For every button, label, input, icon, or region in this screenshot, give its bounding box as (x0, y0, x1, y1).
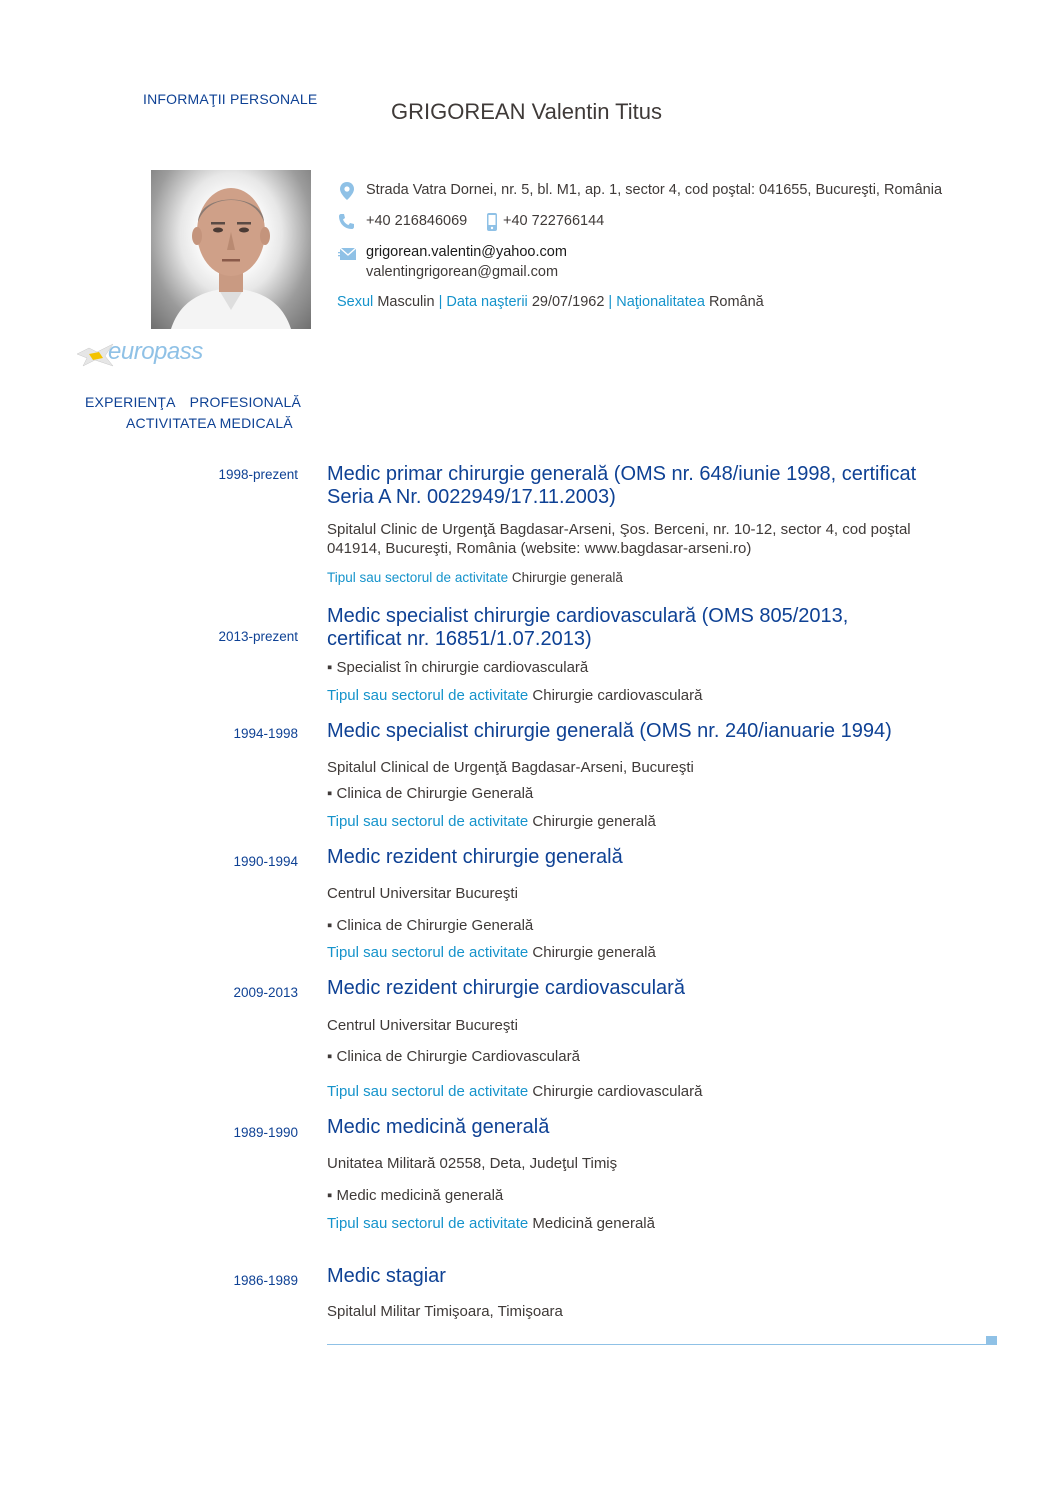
person-name: GRIGOREAN Valentin Titus (391, 99, 663, 124)
entry-activity (327, 686, 967, 705)
entry-bullet: ▪ Specialist în chirurgie cardiovasculară (327, 659, 589, 676)
activity-label: Tipul sau sectorul de activitate (327, 1215, 529, 1232)
entry-date: 1986-1989 (233, 1273, 298, 1288)
entry-bullet: ▪ Clinica de Chirurgie Generală (327, 785, 534, 802)
personal-details-line (337, 294, 764, 310)
birth-date-label: Data naşterii (446, 294, 528, 310)
entry-activity (327, 1214, 967, 1233)
entry-bullet: ▪ Clinica de Chirurgie Cardiovasculară (327, 1048, 580, 1065)
entry-title: Medic specialist chirurgie cardiovasculară (OMS 805/2013, certificat nr. 16851/1.07.2013) (327, 605, 849, 650)
activity-value: Chirurgie generală (532, 813, 656, 830)
activity-value: Chirurgie cardiovasculară (532, 1083, 703, 1100)
activity-label: Tipul sau sectorul de activitate (327, 570, 509, 585)
sex-value: Masculin (377, 294, 435, 310)
mobile-number: +40 722766144 (503, 213, 605, 229)
entry-title: Medic stagiar (327, 1265, 446, 1287)
entry-employer: Spitalul Militar Timişoara, Timişoara (327, 1303, 563, 1320)
activity-label: Tipul sau sectorul de activitate (327, 1083, 529, 1100)
europass-logo: europass (75, 338, 225, 370)
activity-label: Tipul sau sectorul de activitate (327, 813, 529, 830)
entry-title: Medic specialist chirurgie generală (OMS nr. 240/ianuarie 1994) (327, 720, 892, 742)
section-divider-marker (986, 1336, 997, 1345)
entry-date: 2009-2013 (233, 985, 298, 1000)
entry-date: 1994-1998 (233, 726, 298, 741)
activity-value: Medicină generală (532, 1215, 655, 1232)
phone-icon (338, 213, 355, 229)
entry-activity (327, 943, 967, 962)
entry-date: 2013-prezent (218, 629, 298, 644)
entry-activity (327, 812, 967, 831)
entry-activity (327, 1082, 967, 1101)
separator: | (438, 294, 443, 310)
entry-title: Medic rezident chirurgie cardiovasculară (327, 977, 685, 999)
birth-date-value: 29/07/1962 (531, 294, 605, 310)
nationality-value: Română (708, 294, 764, 310)
entry-employer: Unitatea Militară 02558, Deta, Judeţul Timiş (327, 1155, 618, 1172)
entry-title: Medic primar chirurgie generală (OMS nr. 648/iunie 1998, certificat Seria A Nr. 0022949/17.11.2003) (327, 463, 917, 508)
nationality-label: Naţionalitatea (616, 294, 705, 310)
email-primary[interactable]: grigorean.valentin@yahoo.com (366, 244, 567, 260)
entry-title: Medic rezident chirurgie generală (327, 846, 623, 868)
address-text: Strada Vatra Dornei, nr. 5, bl. M1, ap. 1, sector 4, cod poştal: 041655, Bucureşti, România (366, 182, 943, 198)
section-divider (327, 1344, 987, 1345)
sex-label: Sexul (337, 294, 374, 310)
email-secondary[interactable]: valentingrigorean@gmail.com (366, 264, 559, 280)
entry-bullet: ▪ Medic medicină generală (327, 1187, 504, 1204)
profile-photo (151, 170, 311, 329)
entry-bullet: ▪ Clinica de Chirurgie Generală (327, 917, 534, 934)
activity-label: Tipul sau sectorul de activitate (327, 687, 529, 704)
entry-employer: Centrul Universitar Bucureşti (327, 1017, 518, 1034)
experience-heading: EXPERIENŢA PROFESIONALĂ (85, 394, 301, 410)
entry-title: Medic medicină generală (327, 1116, 550, 1138)
activity-value: Chirurgie generală (532, 944, 656, 961)
location-pin-icon (340, 182, 354, 200)
experience-subheading: ACTIVITATEA MEDICALĂ (126, 415, 293, 431)
entry-employer: Spitalul Clinic de Urgenţă Bagdasar-Arseni, Şos. Berceni, nr. 10-12, sector 4, cod poştal 041914, Bucureşti, România (website: www.bagdasar-arseni.ro) (327, 521, 911, 557)
mobile-phone-icon (485, 213, 499, 231)
entry-date: 1990-1994 (233, 854, 298, 869)
activity-value: Chirurgie cardiovasculară (532, 687, 703, 704)
entry-date: 1998-prezent (218, 467, 298, 482)
entry-date: 1989-1990 (233, 1125, 298, 1140)
separator: | (608, 294, 613, 310)
entry-activity (327, 568, 967, 587)
entry-employer: Spitalul Clinical de Urgenţă Bagdasar-Arseni, Bucureşti (327, 759, 694, 776)
personal-info-heading: INFORMAŢII PERSONALE (143, 91, 318, 107)
entry-employer: Centrul Universitar Bucureşti (327, 885, 518, 902)
email-icon (338, 248, 356, 260)
phone-number: +40 216846069 (366, 213, 468, 229)
activity-label: Tipul sau sectorul de activitate (327, 944, 529, 961)
activity-value: Chirurgie generală (511, 570, 623, 585)
